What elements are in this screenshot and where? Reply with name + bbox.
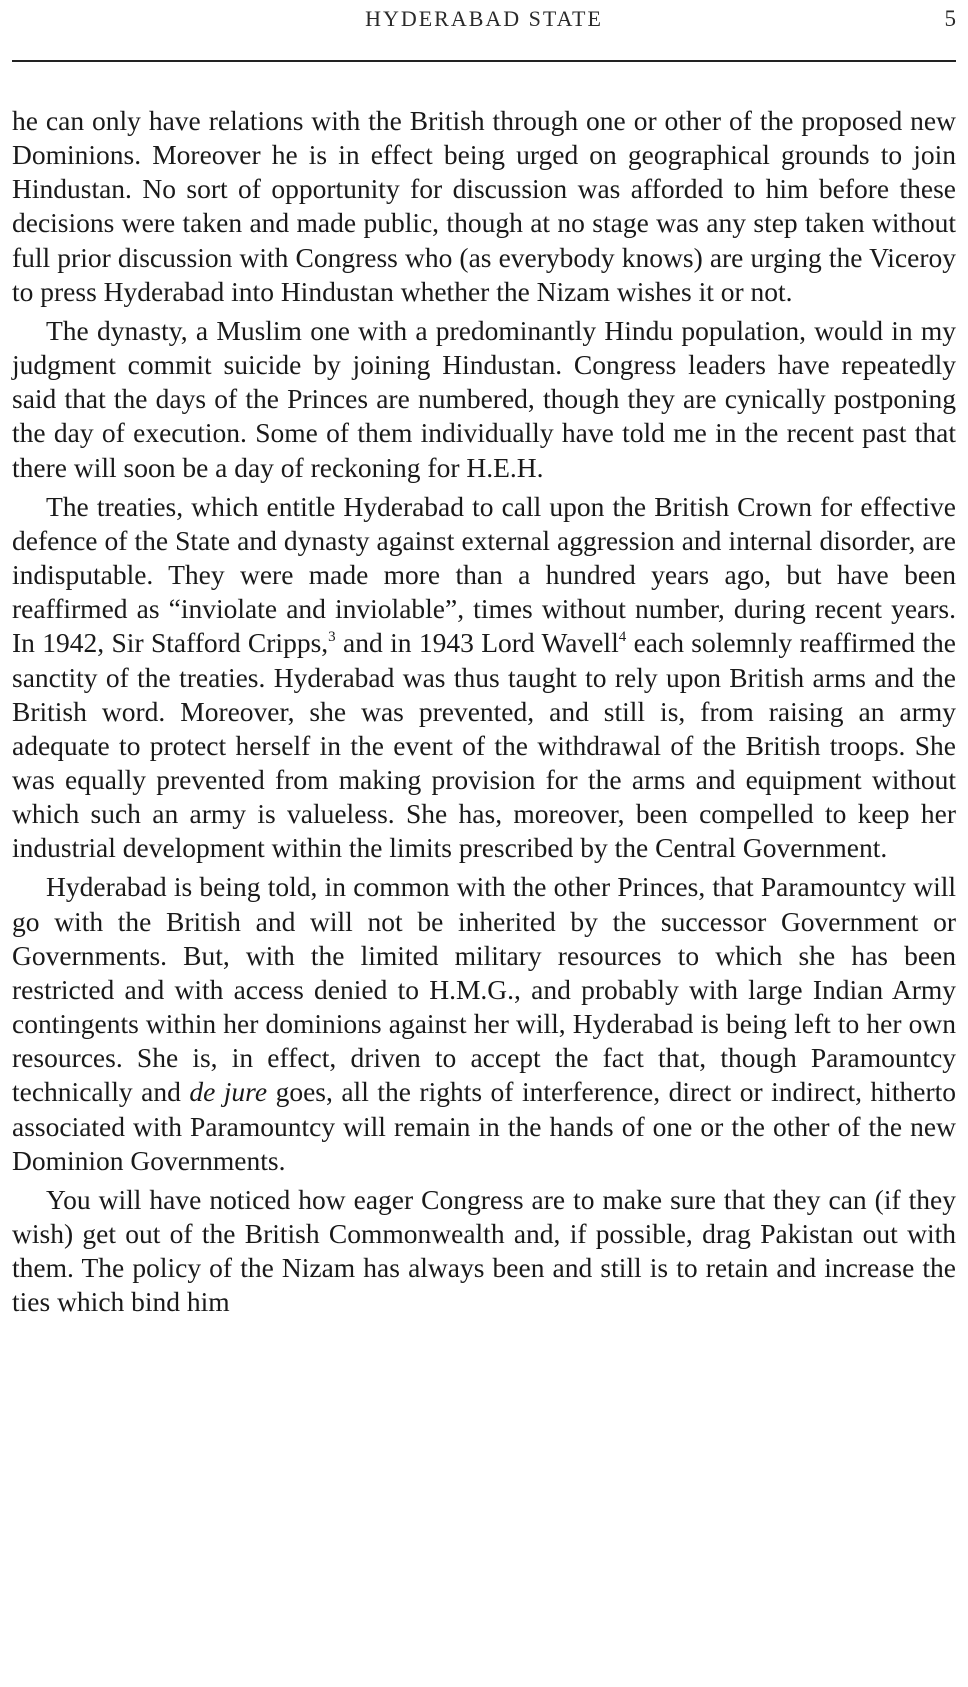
paragraph-paramountcy-text-2: goes, all the rights of interference, direct or indirect, hitherto associated with Paramountcy will remain in the hands of one or the other of the new Dominion Governments. — [12, 1076, 957, 1176]
paragraph-dynasty: The dynasty, a Muslim one with a predominantly Hindu population, would in my judgment commit suicide by joining Hindustan. Congress leaders have repeatedly said that the days of the Princes are numbered, though they are cynically postponing the day of execution. Some of them individually have told me in the recent past that there will soon be a day of reckoning for H.E.H. — [12, 314, 956, 483]
footnote-marker-4: 4 — [618, 629, 627, 646]
running-head — [12, 6, 956, 46]
paragraph-treaties-text-1: The treaties, which entitle Hyderabad to call upon the British Crown for effective defence of the State and dynasty against external aggression and internal disorder, are indisputable. They were made more than a hundred years ago, but have been reaffirmed as “inviolate and inviolable”, times without number, during recent years. In 1942, Sir Stafford Cripps, — [12, 490, 956, 659]
italic-de-jure: de jure — [189, 1076, 268, 1108]
paragraph-treaties-text-3: each solemnly reaffirmed the sanctity of the treaties. Hyderabad was thus taught to rely upon British arms and the British word. Moreover, she was prevented, and still is, from raising an army adequate to protect herself in the event of the withdrawal of the British troops. She was equally prevented from making provision for the arms and equipment without which such an army is valueless. She has, moreover, been compelled to keep her industrial development within the limits prescribed by the Central Government. — [12, 627, 956, 864]
paragraph-paramountcy — [12, 870, 956, 1177]
page-number: 5 — [944, 6, 956, 31]
paragraph-paramountcy-text-1: Hyderabad is being told, in common with the other Princes, that Paramountcy will go with the British and will not be inherited by the successor Government or Governments. But, with the limited military resources to which she has been restricted and with access denied to H.M.G., and probably with large Indian Army contingents within her dominions against her will, Hyderabad is being left to her own resources. She is, in effect, driven to accept the fact that, though Paramountcy technically and — [12, 871, 956, 1108]
paragraph-treaties — [12, 490, 956, 866]
body-text — [12, 104, 956, 1324]
paragraph-treaties-text-2: and in 1943 Lord Wavell — [335, 627, 619, 659]
footnote-marker-3: 3 — [328, 629, 336, 646]
running-title: HYDERABAD STATE — [365, 6, 603, 31]
paragraph-commonwealth: You will have noticed how eager Congress are to make sure that they can (if they wish) get out of the British Commonwealth and, if possible, drag Pakistan out with them. The policy of the Nizam has always been and still is to retain and increase the ties which bind him — [12, 1183, 956, 1318]
header-rule — [12, 60, 956, 62]
paragraph-continued: he can only have relations with the British through one or other of the proposed new Dominions. Moreover he is in effect being urged on geographical grounds to join Hindustan. No sort of opportunity for discussion was afforded to him before these decisions were taken and made public, though at no stage was any step taken without full prior discussion with Congress who (as everybody knows) are urging the Viceroy to press Hyderabad into Hindustan whether the Nizam wishes it or not. — [12, 105, 956, 307]
